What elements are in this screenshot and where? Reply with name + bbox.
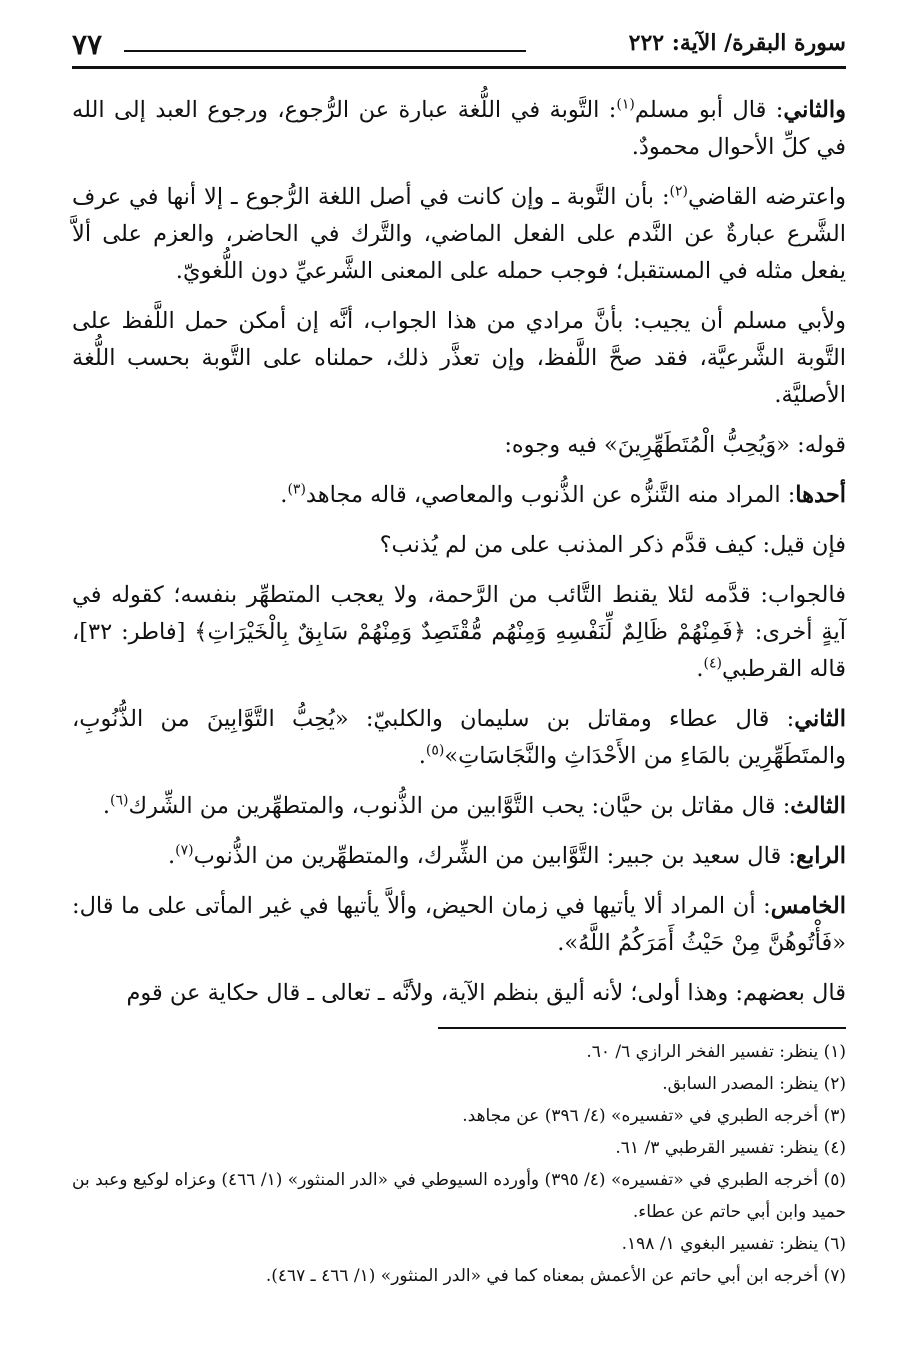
header-rule [72,66,846,69]
paragraph-text: : المراد منه التَّنزُّه عن الذُّنوب والمعاصي، قاله مجاهد [305,482,796,508]
paragraph-text: ولأبي مسلم أن يجيب: بأنَّ مرادي من هذا الجواب، أنَّه إن أمكن حمل اللَّفظ على التَّوبة الشَّرعيَّة، فقد صحَّ اللَّفظ، وإن تعذَّر ذلك، حملناه على التَّوبة بحسب اللُّغة الأصليَّة. [72,308,846,408]
paragraph [72,477,846,514]
main-text [72,92,846,1025]
paragraph [72,527,846,564]
footnote: (٤) ينظر: تفسير القرطبي ٣/ ٦١. [615,1138,846,1158]
header-line [124,50,526,52]
running-header [72,28,846,64]
footnote: (٥) أخرجه الطبري في «تفسيره» (٤/ ٣٩٥) وأورده السيوطي في «الدر المنثور» (١/ ٤٦٦) وعزاه لوكيع وعبد بن حميد وابن أبي حاتم عن عطاء. [72,1170,847,1222]
paragraph-lead: الرابع [795,843,846,869]
paragraph-text: فإن قيل: كيف قدَّم ذكر المذنب على من لم يُذنب؟ [379,532,846,558]
paragraph-text: قال بعضهم: وهذا أولى؛ لأنه أليق بنظم الآية، ولأنَّه ـ تعالى ـ قال حكاية عن قوم [126,980,846,1006]
paragraph-lead: أحدها [795,482,846,508]
paragraph-lead: والثاني [783,97,846,123]
footnote-ref: (٤) [703,655,722,672]
page-number: ٧٧ [72,28,103,61]
paragraph-tail: : التَّوبة في اللُّغة عبارة عن الرُّجوع، ورجوع العبد إلى الله في كلِّ الأحوال محمودٌ. [72,97,846,160]
paragraph-text: : قال سعيد بن جبير: التَّوَّابين من الشِّرك، والمتطهِّرين من الذُّنوب [193,843,796,869]
paragraph-tail: . [696,656,704,682]
paragraph [72,788,846,825]
paragraph [72,701,846,775]
paragraph-tail: . [168,843,176,869]
paragraph [72,577,846,688]
paragraph-tail: . [280,482,288,508]
footnotes [72,1036,846,1292]
paragraph [72,179,846,290]
paragraph-text: قوله: «وَيُحِبُّ الْمُتَطَهِّرِينَ» فيه وجوه: [504,432,846,458]
paragraph [72,427,846,464]
footnote: (٢) ينظر: المصدر السابق. [662,1074,846,1094]
paragraph-text: : قال عطاء ومقاتل بن سليمان والكلبيّ: «يُحِبُّ التَّوَّابِينَ من الذُّنُوبِ، والمتَطَهِّرِين بالمَاءِ من الأَحْدَاثِ والنَّجَاسَاتِ» [72,706,846,769]
paragraph-text: : قال مقاتل بن حيَّان: يحب التَّوَّابين من الذُّنوب، والمتطهِّرين من الشِّرك [128,793,791,819]
paragraph-lead: الثاني [794,706,846,732]
paragraph-lead: الثالث [790,793,846,819]
paragraph-text: : قال أبو مسلم [634,97,784,123]
footnote: (١) ينظر: تفسير الفخر الرازي ٦/ ٦٠. [586,1042,846,1062]
footnote: (٣) أخرجه الطبري في «تفسيره» (٤/ ٣٩٦) عن مجاهد. [462,1106,846,1126]
footnote: (٦) ينظر: تفسير البغوي ١/ ١٩٨. [621,1234,846,1254]
paragraph-text: واعترضه القاضي [688,184,846,210]
paragraph-text: فالجواب: قدَّمه لئلا يقنط التَّائب من الرَّحمة، ولا يعجب المتطهِّر بنفسه؛ كقوله في آيةٍ أخرى: ﴿فَمِنْهُمْ ظَالِمٌ لِّنَفْسِهِ وَمِنْهُم مُّقْتَصِدٌ وَمِنْهُمْ سَابِقٌ بِالْخَيْرَاتِ﴾ [فاطر: ٣٢]، قاله القرطبي [72,582,846,682]
footnote-separator [438,1027,846,1029]
paragraph [72,303,846,414]
footnote-ref: (٧) [175,842,194,859]
paragraph [72,92,846,166]
footnote-ref: (١) [616,96,635,113]
footnote-ref: (٣) [287,481,306,498]
paragraph-lead: الخامس [770,893,846,919]
footnote-ref: (٦) [110,792,129,809]
chapter-title: سورة البقرة/ الآية: ٢٢٢ [628,30,846,56]
paragraph [72,838,846,875]
footnote-ref: (٢) [669,183,688,200]
paragraph [72,888,846,962]
paragraph-tail: . [102,793,110,819]
footnote-ref: (٥) [425,742,445,759]
paragraph [72,975,846,1012]
paragraph-tail: . [418,743,426,769]
footnote: (٧) أخرجه ابن أبي حاتم عن الأعمش بمعناه كما في «الدر المنثور» (١/ ٤٦٦ ـ ٤٦٧). [265,1266,846,1286]
paragraph-tail: : بأن التَّوبة ـ وإن كانت في أصل اللغة الرُّجوع ـ إلا أنها في عرف الشَّرع عبارةٌ عن النَّدم على الفعل الماضي، والتَّرك في الحاضر، والعزم على ألاَّ يفعل مثله في المستقبل؛ فوجب حمله على المعنى الشَّرعيِّ دون اللُّغويّ. [72,184,846,284]
paragraph-text: : أن المراد ألا يأتيها في زمان الحيض، وألاَّ يأتيها في غير المأتى على ما قال: «فَأْتُوهُنَّ مِنْ حَيْثُ أَمَرَكُمُ اللَّهُ». [72,893,846,956]
